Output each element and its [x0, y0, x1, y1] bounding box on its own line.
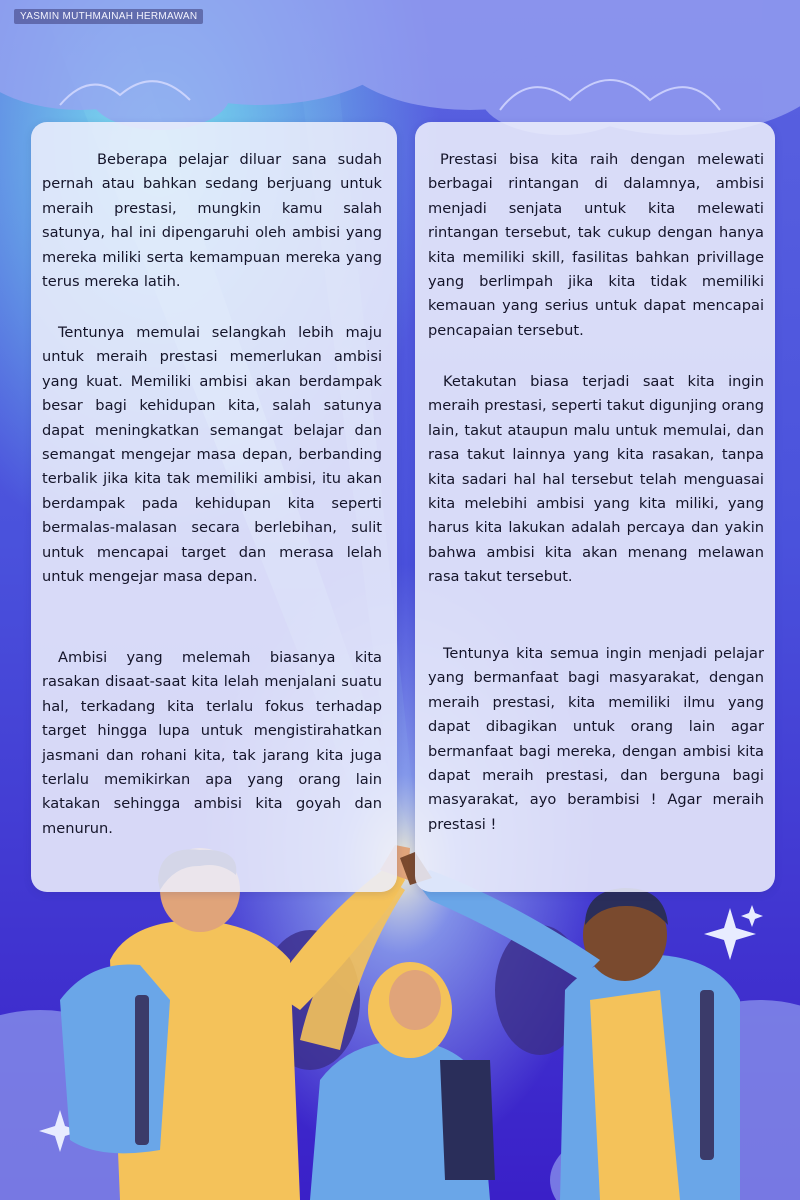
- paragraph: Prestasi bisa kita raih dengan melewati berbagai rintangan di dalamnya, ambisi menjadi senjata untuk kita melewati rintangan tersebut, tak cukup dengan hanya kita memiliki skill, fasilitas bahkan privillage yang berlimpah jika kita tidak memiliki kemauan yang serius untuk dapat mencapai pencapaian tersebut.: [428, 151, 764, 339]
- paragraph: Ambisi yang melemah biasanya kita rasakan disaat-saat kita lelah menjalani suatu hal, terkadang kita terlalu fokus terhadap target hingga lupa untuk mengistirahatkan jasmani dan rohani kita, tak jarang kita juga terlalu memikirkan apa yang orang lain katakan sehingga ambisi kita goyah dan menurun.: [42, 649, 382, 837]
- paragraph: Tentunya kita semua ingin menjadi pelajar yang bermanfaat bagi masyarakat, dengan meraih prestasi, kita memiliki ilmu yang dapat dibagikan untuk orang lain agar bermanfaat bagi mereka, dengan ambisi kita dapat meraih prestasi, dan berguna bagi masyarakat, ayo berambisi ! Agar meraih prestasi !: [428, 645, 764, 833]
- paragraph: Beberapa pelajar diluar sana sudah pernah atau bahkan sedang berjuang untuk meraih prestasi, mungkin kamu salah satunya, hal ini dipengaruhi oleh ambisi yang mereka miliki serta kemampuan mereka yang terus mereka latih.: [42, 151, 382, 291]
- author-name: YASMIN MUTHMAINAH HERMAWAN: [14, 9, 203, 24]
- paragraph: Ketakutan biasa terjadi saat kita ingin meraih prestasi, seperti takut digunjing orang lain, takut ataupun malu untuk memulai, dan rasa takut lainnya yang kita rasakan, tanpa kita sadari hal hal tersebut telah menguasai kita melebihi ambisi yang kita miliki, yang harus kita lakukan adalah percaya dan yakin bahwa ambisi kita akan menang melawan rasa takut tersebut.: [428, 373, 764, 586]
- left-text-panel: [31, 122, 397, 892]
- right-text-panel: [415, 122, 775, 892]
- paragraph: Tentunya memulai selangkah lebih maju untuk meraih prestasi memerlukan ambisi yang kuat. Memiliki ambisi akan berdampak besar bagi kehidupan kita, salah satunya dapat meningkatkan semangat belajar dan semangat mengejar masa depan, berbanding terbalik jika kita tak memiliki ambisi, itu akan berdampak pada kehidupan kita seperti bermalas-malasan secara berlebihan, sulit untuk mencapai target dan merasa lelah untuk mengejar masa depan.: [42, 324, 382, 586]
